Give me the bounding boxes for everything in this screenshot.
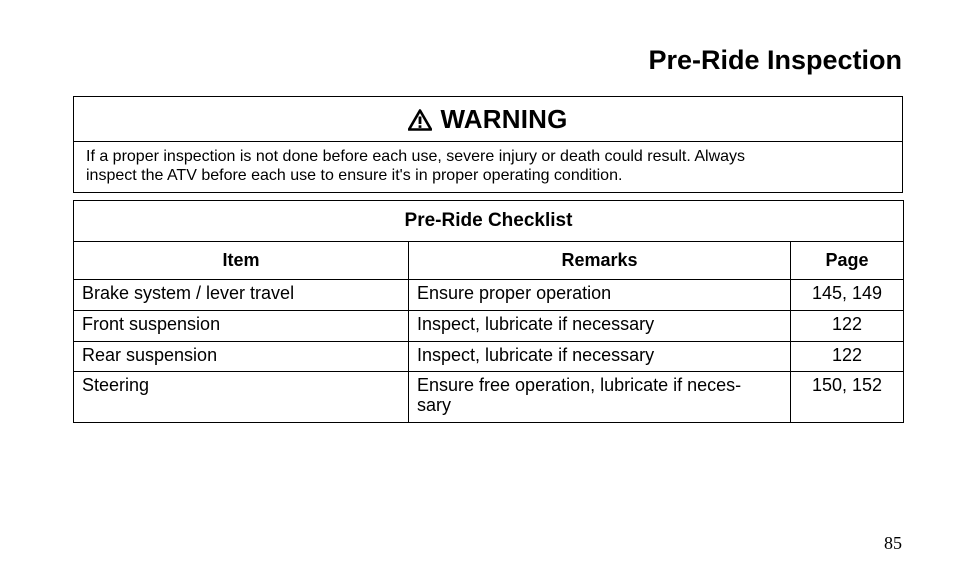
warning-text-line: inspect the ATV before each use to ensure it's in proper operating condition.: [86, 167, 623, 184]
item-cell: Steering: [74, 372, 409, 423]
pre-ride-checklist-table: [73, 200, 904, 423]
item-cell: Brake system / lever travel: [74, 280, 409, 311]
page-cell: 145, 149: [791, 280, 904, 311]
page-number: 85: [884, 533, 902, 553]
item-cell: Front suspension: [74, 311, 409, 342]
remarks-cell: [409, 372, 791, 423]
warning-text-line: If a proper inspection is not done before each use, severe injury or death could result. Always: [86, 148, 746, 165]
column-header-item: Item: [74, 242, 409, 280]
remarks-cell: Ensure proper operation: [409, 280, 791, 311]
warning-triangle-icon: [408, 109, 432, 131]
page-cell: 150, 152: [791, 372, 904, 423]
warning-title: WARNING: [440, 103, 568, 134]
remarks-line: sary: [417, 395, 452, 415]
warning-box: [73, 96, 903, 193]
checklist-header-row: [74, 242, 904, 280]
table-row: [74, 311, 904, 342]
warning-text: [74, 142, 902, 185]
remarks-cell: Inspect, lubricate if necessary: [409, 342, 791, 372]
remarks-line: Ensure free operation, lubricate if neces-: [417, 375, 742, 395]
column-header-page: Page: [791, 242, 904, 280]
table-row: [74, 372, 904, 423]
checklist-caption-row: [74, 201, 904, 242]
remarks-cell: Inspect, lubricate if necessary: [409, 311, 791, 342]
table-row: [74, 280, 904, 311]
warning-header: [74, 97, 902, 142]
table-row: [74, 342, 904, 372]
page-cell: 122: [791, 342, 904, 372]
page-title: Pre-Ride Inspection: [648, 45, 902, 75]
item-cell: Rear suspension: [74, 342, 409, 372]
checklist-caption: Pre-Ride Checklist: [74, 201, 904, 242]
page-cell: 122: [791, 311, 904, 342]
column-header-remarks: Remarks: [409, 242, 791, 280]
